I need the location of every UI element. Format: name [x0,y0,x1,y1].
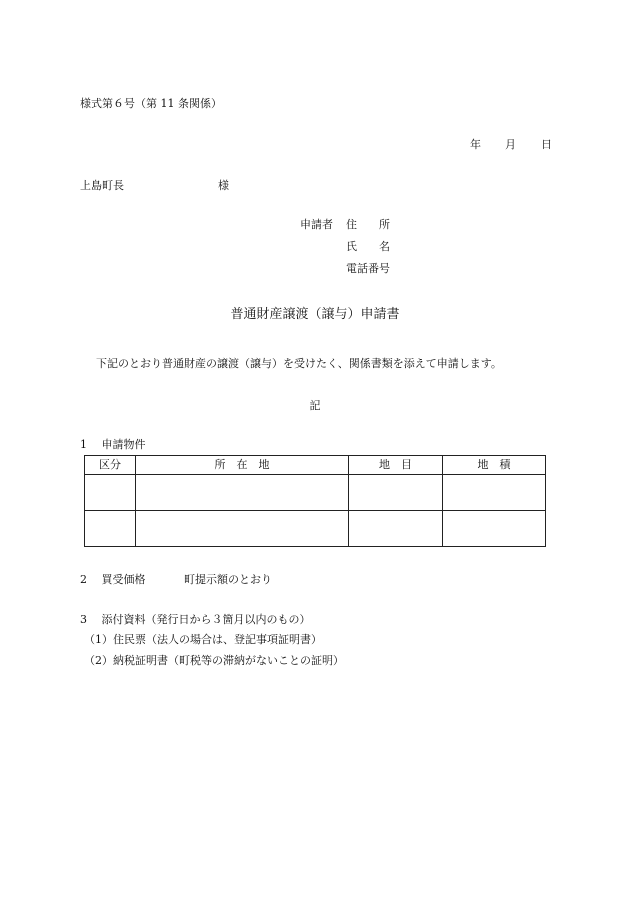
date-month-label: 月 [505,138,516,151]
col-header-location: 所 在 地 [136,456,349,475]
cell-location[interactable] [136,511,349,547]
cell-land-category[interactable] [349,511,443,547]
section3-heading: 3 添付資料（発行日から３箇月以内のもの） [80,613,311,626]
cell-land-area[interactable] [443,475,546,511]
addressee-honorific: 様 [218,179,229,192]
applicant-address-label: 住 所 [346,218,390,231]
addressee-name: 上島町長 [80,179,124,192]
form-number: 様式第６号（第 11 条関係） [80,97,222,110]
date-year-label: 年 [470,138,481,151]
applicant-name-label: 氏 名 [346,240,390,253]
table-row [85,475,546,511]
ki-marker: 記 [309,399,321,412]
property-table [84,455,546,547]
date-day-label: 日 [541,138,552,151]
cell-land-category[interactable] [349,475,443,511]
col-header-category: 区分 [85,456,136,475]
property-table-header-row [85,456,546,475]
attachment-item-1: （1）住民票（法人の場合は、登記事項証明書） [84,633,322,646]
table-row [85,511,546,547]
attachment-item-2: （2）納税証明書（町税等の滞納がないことの証明） [84,654,344,667]
intro-text: 下記のとおり普通財産の譲渡（譲与）を受けたく、関係書類を添えて申請します。 [96,357,502,370]
applicant-label: 申請者 [300,218,333,231]
cell-category[interactable] [85,475,136,511]
document-title: 普通財産譲渡（譲与）申請書 [230,307,400,322]
col-header-land-area: 地 積 [443,456,546,475]
cell-land-area[interactable] [443,511,546,547]
cell-location[interactable] [136,475,349,511]
purchase-price-value: 町提示額のとおり [184,573,272,586]
cell-category[interactable] [85,511,136,547]
col-header-land-category: 地 目 [349,456,443,475]
applicant-phone-label: 電話番号 [346,262,390,275]
section2-heading: 2 買受価格 [80,573,146,586]
section1-heading: 1 申請物件 [80,438,146,451]
